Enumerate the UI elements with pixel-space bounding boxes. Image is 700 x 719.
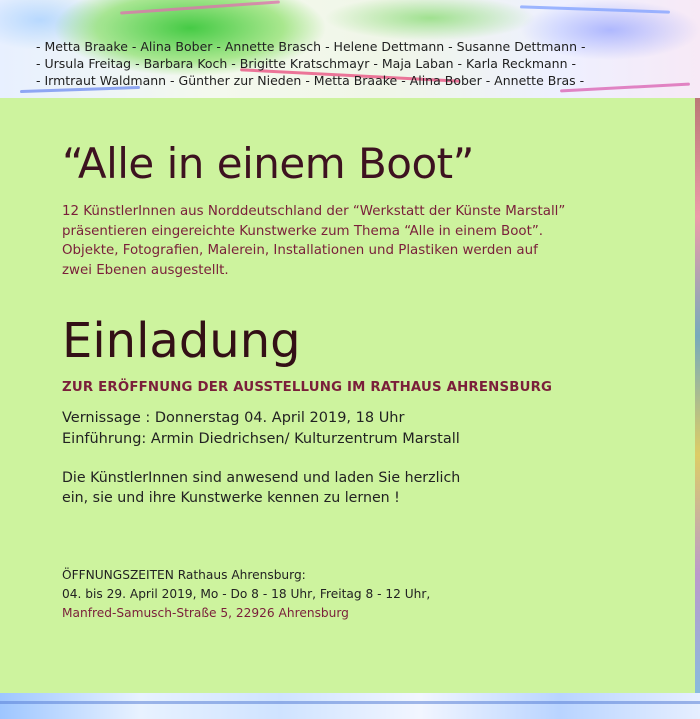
welcome-line: ein, sie und ihre Kunstwerke kennen zu lernen ! [62, 490, 400, 506]
vernissage-line: Vernissage : Donnerstag 04. April 2019, 18 Uhr [62, 410, 405, 426]
paint-band [0, 701, 700, 704]
paint-streak [520, 5, 670, 13]
welcome-text [62, 468, 682, 508]
opening-hours-dates: 04. bis 29. April 2019, Mo - Do 8 - 18 Uhr, Freitag 8 - 12 Uhr, [62, 587, 431, 601]
invitation-heading: Einladung [62, 313, 301, 369]
introduction-line: Einführung: Armin Diedrichsen/ Kulturzentrum Marstall [62, 431, 460, 447]
paint-streak [120, 0, 280, 14]
intro-text [62, 202, 682, 280]
intro-line: zwei Ebenen ausgestellt. [62, 262, 229, 278]
opening-hours-heading: ÖFFNUNGSZEITEN Rathaus Ahrensburg: [62, 568, 306, 582]
exhibition-title: “Alle in einem Boot” [62, 139, 474, 188]
artist-line: - Ursula Freitag - Barbara Koch - Brigitte Kratschmayr - Maja Laban - Karla Reckmann - [36, 56, 577, 71]
header-artwork [0, 0, 700, 98]
artist-line: - Irmtraut Waldmann - Günther zur Nieden - Metta Braake - Alina Bober - Annette Bras - [36, 73, 585, 88]
intro-line: präsentieren eingereichte Kunstwerke zum Thema “Alle in einem Boot”. [62, 223, 544, 239]
event-details [62, 408, 682, 450]
artist-line: - Metta Braake - Alina Bober - Annette Brasch - Helene Dettmann - Susanne Dettmann - [36, 39, 586, 54]
invitation-subheading: ZUR ERÖFFNUNG DER AUSSTELLUNG IM RATHAUS AHRENSBURG [62, 380, 553, 395]
intro-line: Objekte, Fotografien, Malerein, Installationen und Plastiken werden auf [62, 243, 538, 258]
opening-hours [62, 566, 682, 623]
footer-artwork [0, 693, 700, 719]
artist-list [36, 38, 696, 89]
venue-address: Manfred-Samusch-Straße 5, 22926 Ahrensburg [62, 606, 349, 620]
intro-line: 12 KünstlerInnen aus Norddeutschland der “Werkstatt der Künste Marstall” [62, 204, 566, 219]
welcome-line: Die KünstlerInnen sind anwesend und laden Sie herzlich [62, 470, 461, 486]
